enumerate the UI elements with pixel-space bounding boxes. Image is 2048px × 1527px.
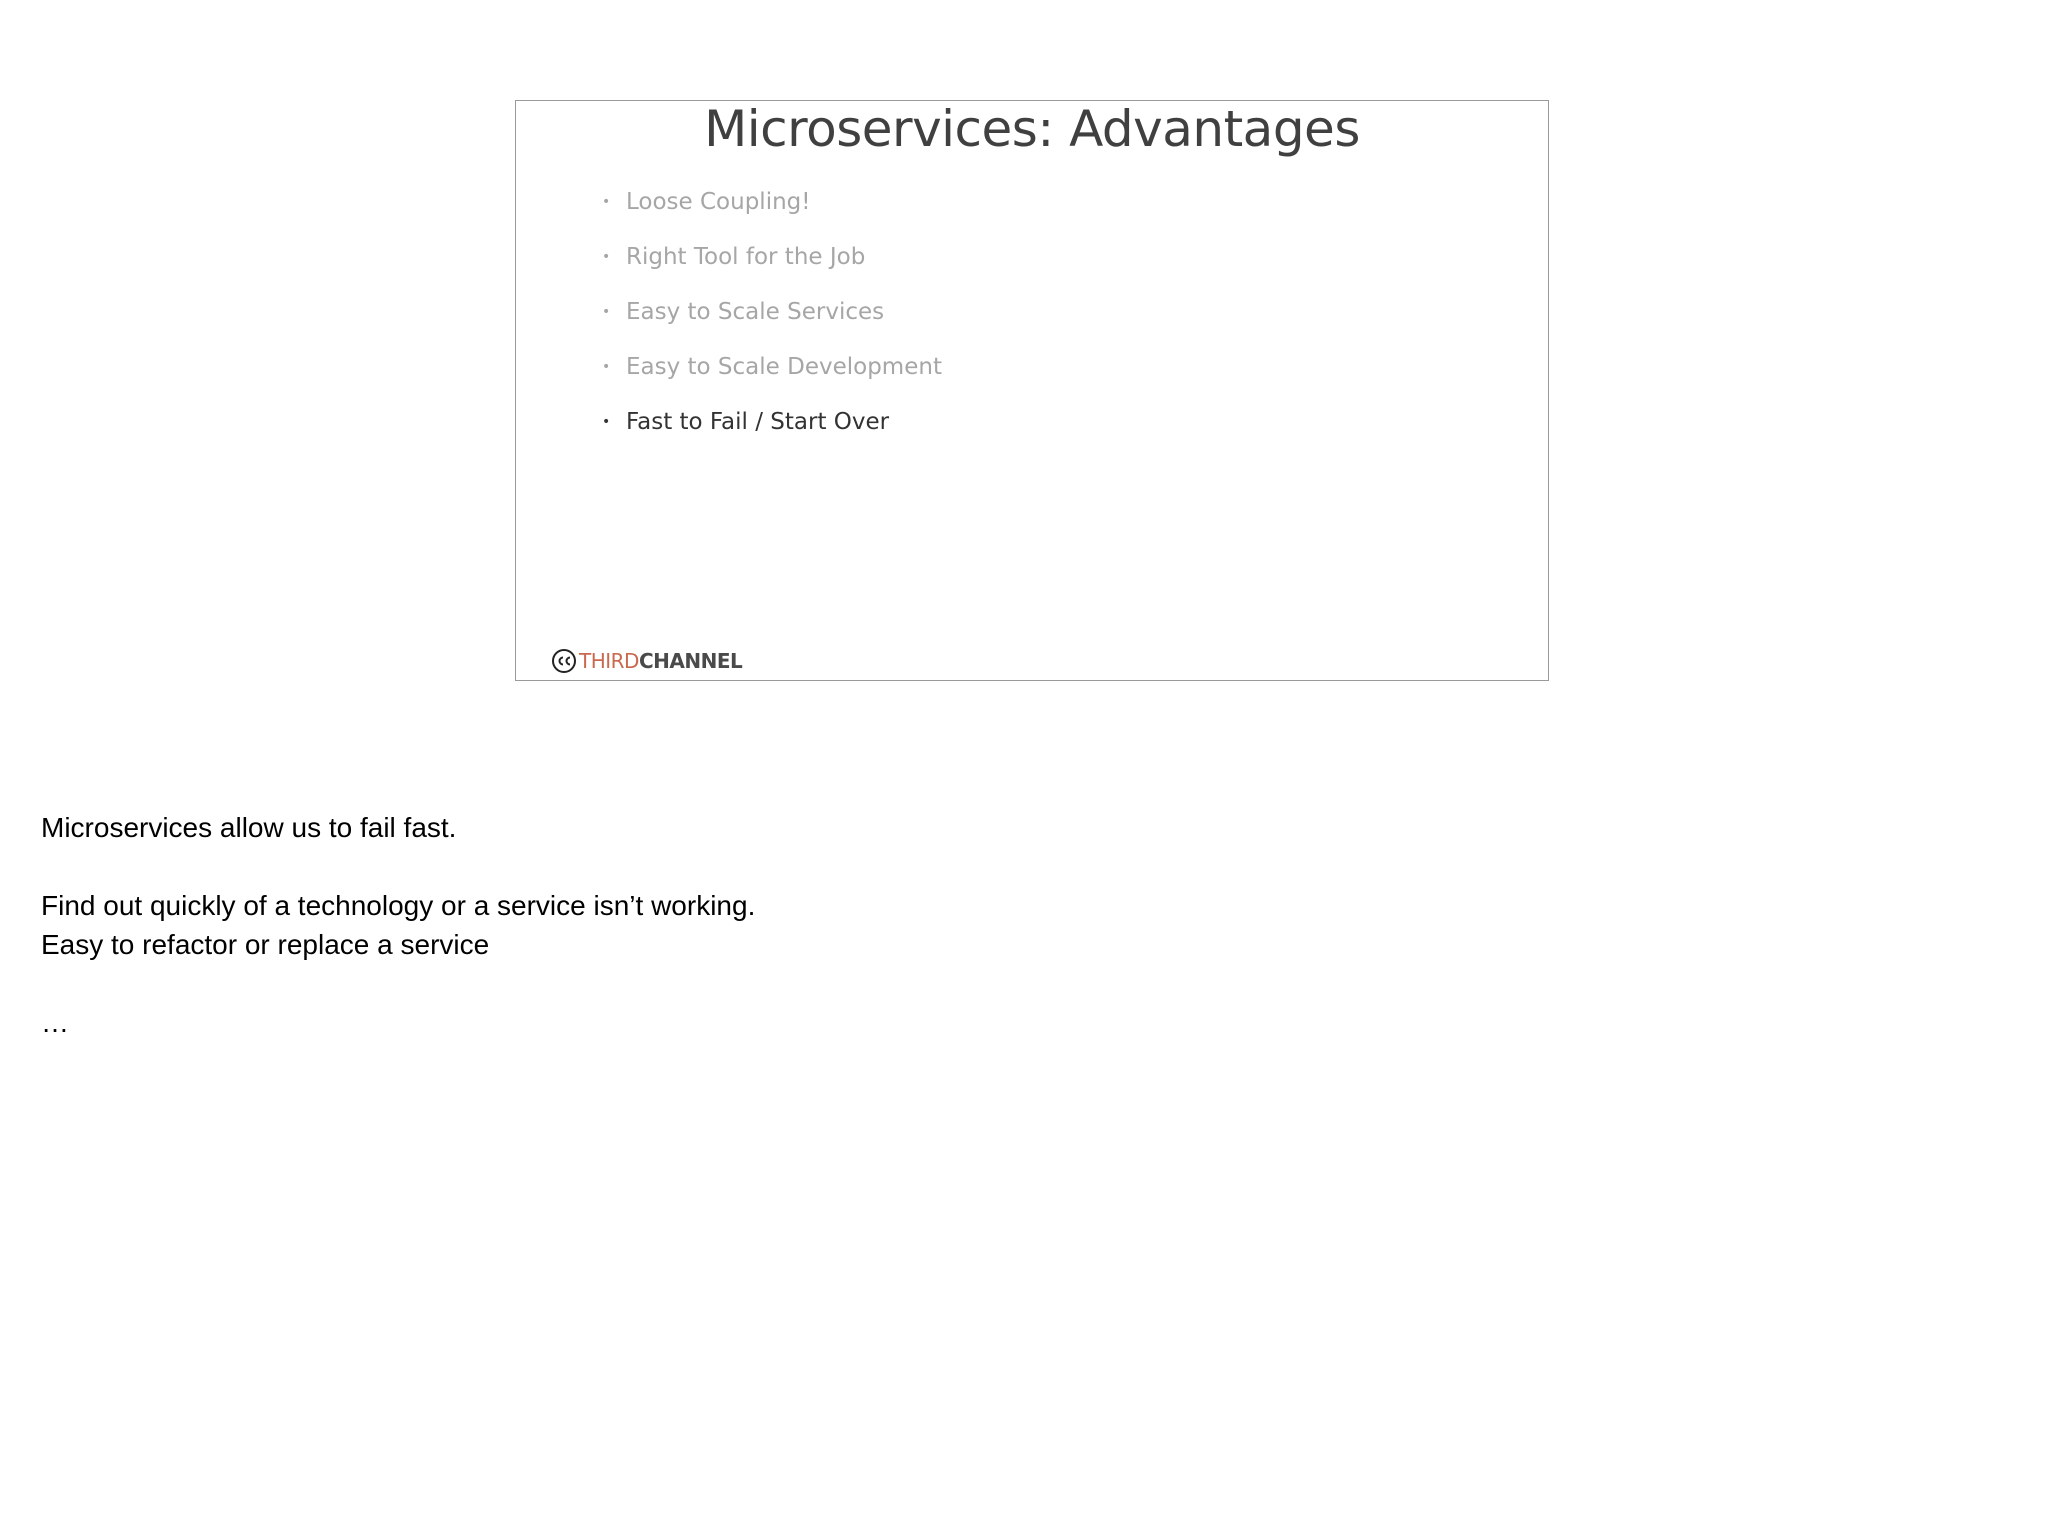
notes-line: Microservices allow us to fail fast.	[41, 812, 457, 843]
notes-line: Find out quickly of a technology or a service isn’t working.	[41, 890, 756, 921]
bullet-dot: •	[602, 359, 611, 375]
bullet-dot: •	[602, 304, 611, 320]
logo-text-channel: CHANNEL	[638, 649, 743, 673]
bullet-dot: •	[602, 194, 611, 210]
slide-title: Microservices: Advantages	[704, 100, 1360, 158]
bullet-item-fast-to-fail	[602, 406, 942, 461]
bullet-text: Fast to Fail / Start Over	[626, 409, 890, 435]
bullet-item-scale-development	[602, 351, 942, 406]
bullet-dot: •	[602, 414, 611, 430]
notes-line: Easy to refactor or replace a service	[41, 929, 490, 960]
bullet-text: Easy to Scale Development	[626, 354, 942, 380]
speaker-notes	[41, 808, 755, 1042]
bullet-item-loose-coupling	[602, 186, 942, 241]
bullet-dot: •	[602, 249, 611, 265]
bullet-text: Right Tool for the Job	[626, 244, 866, 270]
bullet-item-scale-services	[602, 296, 942, 351]
bullet-item-right-tool	[602, 241, 942, 296]
slide-bullet-list	[602, 186, 942, 461]
bullet-text: Easy to Scale Services	[626, 299, 885, 325]
thirdchannel-logo-icon	[552, 649, 576, 673]
bullet-text: Loose Coupling!	[626, 189, 811, 215]
notes-ellipsis: …	[41, 1007, 69, 1038]
thirdchannel-logo	[552, 647, 742, 675]
logo-text-third: THIRD	[579, 649, 639, 673]
